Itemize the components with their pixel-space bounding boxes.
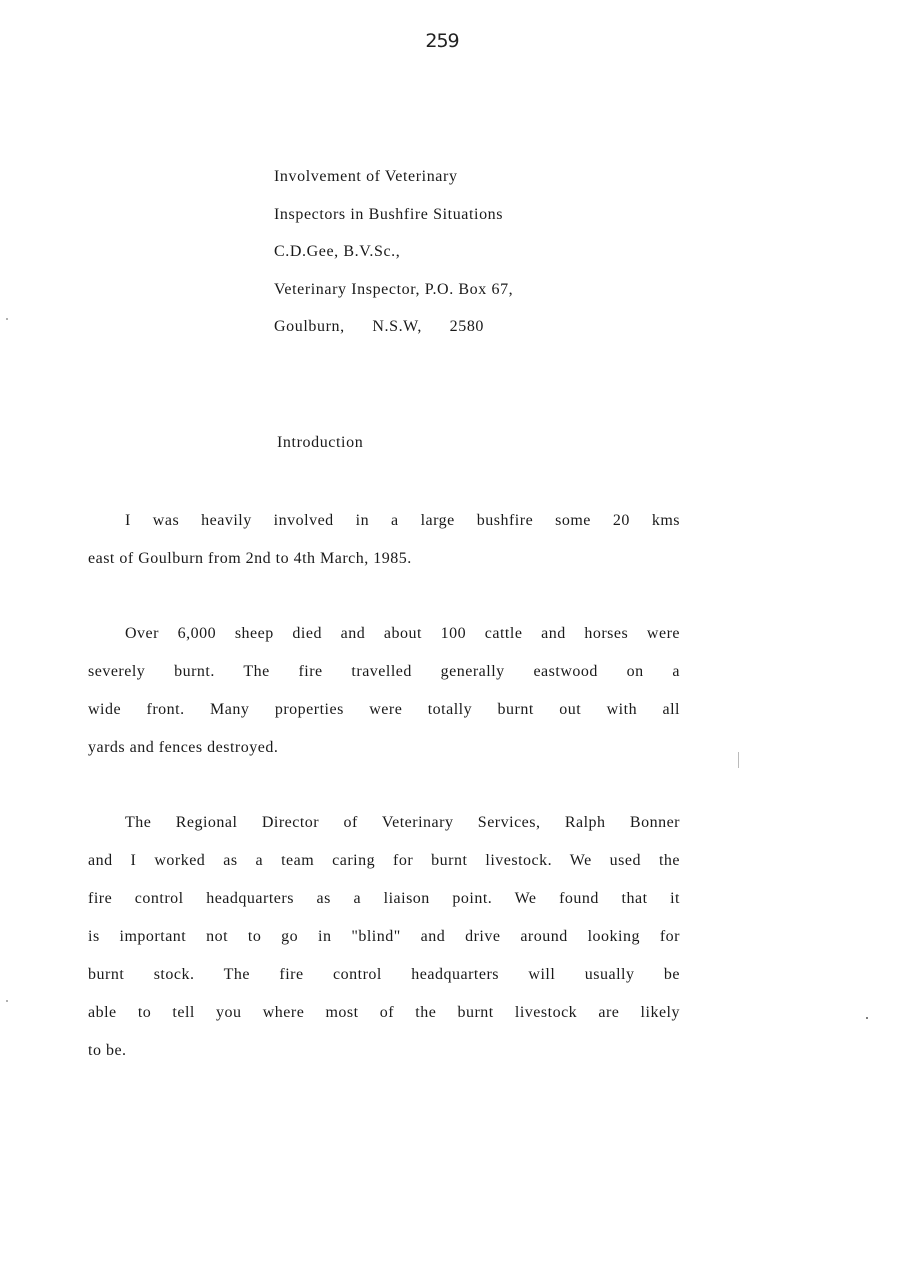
affiliation-line: Veterinary Inspector, P.O. Box 67,	[274, 280, 514, 298]
paragraph-line: is important not to go in "blind" and drive around looking for	[88, 928, 680, 945]
paragraph-line: wide front. Many properties were totally burnt out with all	[88, 701, 680, 718]
scan-speck	[738, 752, 739, 768]
page-number: 259	[425, 30, 459, 52]
address-line: Goulburn, N.S.W, 2580	[274, 318, 485, 335]
paragraph-line: able to tell you where most of the burnt livestock are likely	[88, 1004, 680, 1021]
paragraph-line: The Regional Director of Veterinary Services, Ralph Bonner	[125, 814, 680, 831]
paragraph-2	[88, 615, 680, 767]
title-block	[274, 168, 513, 356]
paragraph-line: I was heavily involved in a large bushfire some 20 kms	[125, 512, 680, 529]
paragraph-line: yards and fences destroyed.	[88, 739, 279, 756]
paragraph-line: Over 6,000 sheep died and about 100 cattle and horses were	[125, 625, 680, 642]
scan-speck	[6, 1000, 8, 1002]
author-line: C.D.Gee, B.V.Sc.,	[274, 243, 401, 260]
paragraph-line: fire control headquarters as a liaison point. We found that it	[88, 890, 680, 907]
title-line-1: Involvement of Veterinary	[274, 168, 458, 185]
section-title: Introduction	[277, 434, 364, 451]
scan-speck	[6, 318, 8, 320]
title-line-2: Inspectors in Bushfire Situations	[274, 205, 504, 223]
paragraph-line: east of Goulburn from 2nd to 4th March, 1985.	[88, 550, 412, 567]
paragraph-line: and I worked as a team caring for burnt livestock. We used the	[88, 852, 680, 869]
paragraph-1	[88, 502, 680, 578]
paragraph-3	[88, 804, 680, 1070]
paragraph-line: severely burnt. The fire travelled generally eastwood on a	[88, 663, 680, 680]
paragraph-line: to be.	[88, 1042, 127, 1059]
paragraph-line: burnt stock. The fire control headquarters will usually be	[88, 966, 680, 983]
scan-speck	[866, 1017, 868, 1019]
